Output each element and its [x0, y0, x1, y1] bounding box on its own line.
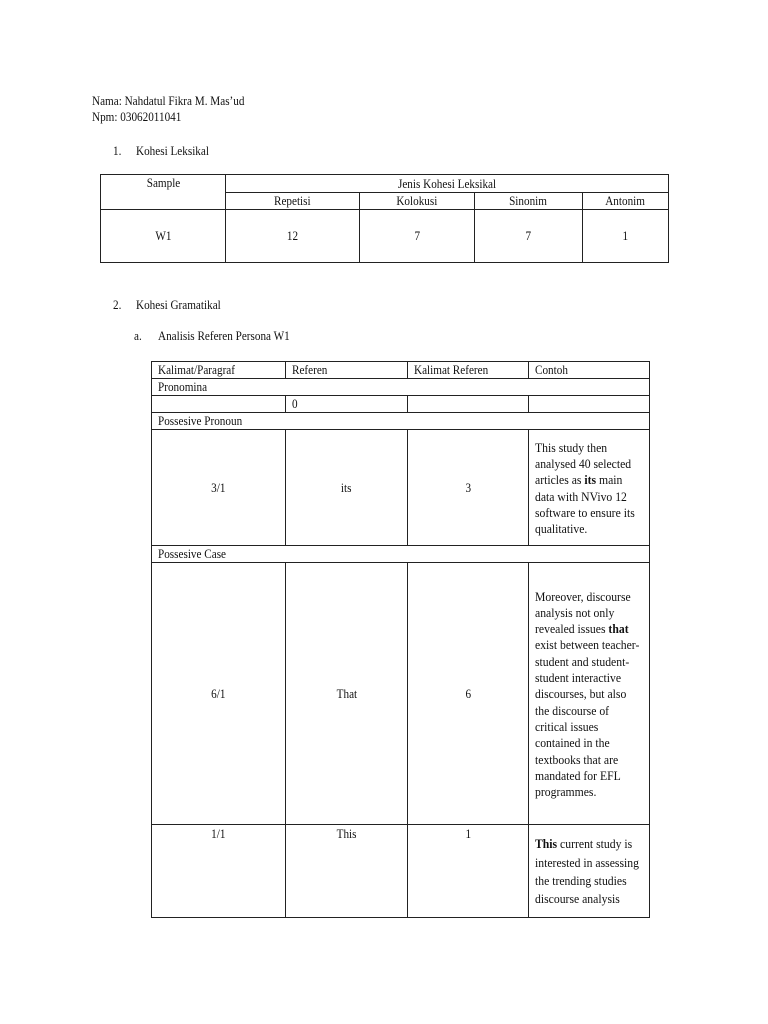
contoh-cell: This current study is interested in assessing the trending studies discourse analysis [529, 825, 650, 918]
lexical-type-header: Jenis Kohesi Leksikal [226, 175, 669, 193]
value-cell: 12 [226, 210, 360, 263]
empty-cell [529, 396, 650, 413]
subsection-a-title: Analisis Referen Persona W1 [158, 328, 290, 343]
empty-cell [408, 396, 529, 413]
contoh-cell: Moreover, discourse analysis not only revealed issues that exist between teacher-student and student-student interactive discourses, but also the discourse of critical issues contained in the textbooks that are mandated for EFL programmes. [529, 563, 650, 825]
column-header: Sinonim [475, 193, 583, 210]
student-npm: Npm: 03062011041 [92, 109, 182, 124]
kalimat-cell: 3/1 [152, 430, 286, 546]
sample-header: Sample [101, 175, 226, 210]
column-header: Repetisi [226, 193, 360, 210]
header-kalimat-referen: Kalimat Referen [408, 362, 529, 379]
header-referen: Referen [286, 362, 408, 379]
value-cell: 1 [583, 210, 669, 263]
referen-cell: 0 [286, 396, 408, 413]
section-2-title: Kohesi Gramatikal [136, 297, 221, 312]
group-label-possesive-case: Possesive Case [152, 546, 650, 563]
kalimat-cell: 1/1 [152, 825, 286, 918]
persona-reference-table [151, 361, 650, 918]
subsection-a-letter: a. [134, 328, 142, 343]
column-header: Kolokusi [360, 193, 475, 210]
referen-cell: its [286, 430, 408, 546]
empty-cell [152, 396, 286, 413]
referen-cell: That [286, 563, 408, 825]
column-header: Antonim [583, 193, 669, 210]
header-kalimat: Kalimat/Paragraf [152, 362, 286, 379]
value-cell: 7 [360, 210, 475, 263]
sample-cell: W1 [101, 210, 226, 263]
lexical-cohesion-table [100, 174, 669, 263]
group-label-pronomina: Pronomina [152, 379, 650, 396]
section-1-number: 1. [113, 143, 122, 158]
section-1-title: Kohesi Leksikal [136, 143, 209, 158]
kalimat-referen-cell: 3 [408, 430, 529, 546]
contoh-cell: This study then analysed 40 selected articles as its main data with NVivo 12 software to ensure its qualitative. [529, 430, 650, 546]
kalimat-referen-cell: 1 [408, 825, 529, 918]
value-cell: 7 [475, 210, 583, 263]
kalimat-referen-cell: 6 [408, 563, 529, 825]
group-label-possesive-pronoun: Possesive Pronoun [152, 413, 650, 430]
header-contoh: Contoh [529, 362, 650, 379]
student-name: Nama: Nahdatul Fikra M. Mas’ud [92, 93, 245, 108]
section-2-number: 2. [113, 297, 122, 312]
kalimat-cell: 6/1 [152, 563, 286, 825]
referen-cell: This [286, 825, 408, 918]
